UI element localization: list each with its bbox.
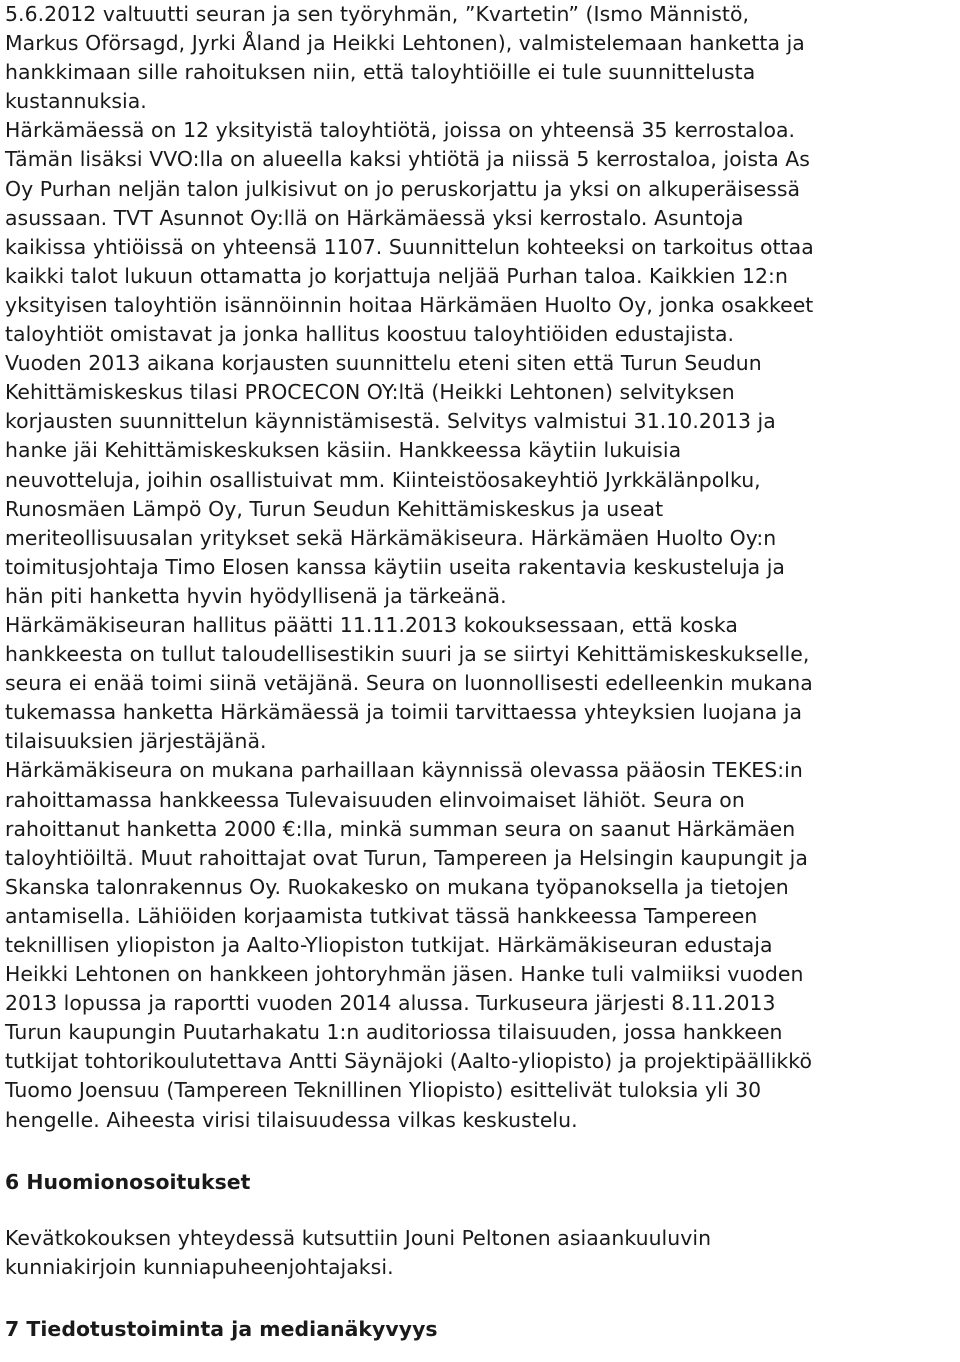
text-line: Vuoden 2013 aikana korjausten suunnittelu eteni siten että Turun Seudun bbox=[5, 351, 762, 376]
text-line: toimitusjohtaja Timo Elosen kanssa käytiin useita rakentavia keskusteluja ja bbox=[5, 554, 785, 579]
paragraph-section6 bbox=[5, 1224, 955, 1282]
spacer bbox=[5, 1197, 955, 1224]
text-line: Runosmäen Lämpö Oy, Turun Seudun Kehittämiskeskus ja useat bbox=[5, 496, 664, 521]
text-line: Turun kaupungin Puutarhakatu 1:n auditoriossa tilaisuuden, jossa hankkeen bbox=[5, 1020, 783, 1045]
text-line: antamisella. Lähiöiden korjaamista tutkivat tässä hankkeessa Tampereen bbox=[5, 903, 758, 928]
section-heading-huomionosoitukset: 6 Huomionosoitukset bbox=[5, 1169, 251, 1194]
document-page bbox=[5, 0, 955, 1344]
text-line: Härkämäkiseuran hallitus päätti 11.11.2013 kokouksessaan, että koska bbox=[5, 612, 738, 637]
text-line: hän piti hanketta hyvin hyödyllisenä ja tärkeänä. bbox=[5, 583, 507, 608]
text-line: Heikki Lehtonen on hankkeen johtoryhmän jäsen. Hanke tuli valmiiksi vuoden bbox=[5, 962, 804, 987]
text-line: 5.6.2012 valtuutti seuran ja sen työryhmän, ”Kvartetin” (Ismo Männistö, bbox=[5, 2, 750, 26]
text-line: meriteollisuusalan yritykset sekä Härkämäkiseura. Härkämäen Huolto Oy:n bbox=[5, 525, 777, 550]
text-line: kaikissa yhtiöissä on yhteensä 1107. Suunnittelun kohteeksi on tarkoitus ottaa bbox=[5, 234, 814, 259]
text-line: kustannuksia. bbox=[5, 89, 147, 114]
text-line: tilaisuuksien järjestäjänä. bbox=[5, 729, 267, 754]
spacer bbox=[5, 1282, 955, 1315]
text-line: teknillisen yliopiston ja Aalto-Yliopiston tutkijat. Härkämäkiseuran edustaja bbox=[5, 933, 773, 957]
text-line: Tuomo Joensuu (Tampereen Teknillinen Yliopisto) esittelivät tuloksia yli 30 bbox=[5, 1078, 762, 1103]
text-line: Tämän lisäksi VVO:lla on alueella kaksi yhtiötä ja niissä 5 kerrostaloa, joista As bbox=[5, 147, 810, 172]
text-line: kaikki talot lukuun ottamatta jo korjattuja neljää Purhan taloa. Kaikkien 12:n bbox=[5, 263, 788, 288]
text-line: 2013 lopussa ja raportti vuoden 2014 alussa. Turkuseura järjesti 8.11.2013 bbox=[5, 991, 776, 1016]
text-line: Kehittämiskeskus tilasi PROCECON OY:ltä (Heikki Lehtonen) selvityksen bbox=[5, 380, 735, 405]
text-line: hengelle. Aiheesta virisi tilaisuudessa vilkas keskustelu. bbox=[5, 1107, 578, 1132]
text-line: taloyhtiöiltä. Muut rahoittajat ovat Turun, Tampereen ja Helsingin kaupungit ja bbox=[5, 845, 808, 870]
text-line: hanke jäi Kehittämiskeskuksen käsiin. Hankkeessa käytiin lukuisia bbox=[5, 438, 682, 463]
text-line: asussaan. TVT Asunnot Oy:llä on Härkämäessä yksi kerrostalo. Asuntoja bbox=[5, 205, 744, 230]
paragraph-2 bbox=[5, 116, 955, 349]
text-line: Kevätkokouksen yhteydessä kutsuttiin Jouni Peltonen asiaankuuluvin bbox=[5, 1225, 712, 1250]
text-line: kunniakirjoin kunniapuheenjohtajaksi. bbox=[5, 1254, 394, 1279]
text-line: Härkämäessä on 12 yksityistä taloyhtiötä, joissa on yhteensä 35 kerrostaloa. bbox=[5, 118, 796, 143]
text-line: taloyhtiöt omistavat ja jonka hallitus koostuu taloyhtiöiden edustajista. bbox=[5, 322, 735, 347]
text-line: rahoittanut hanketta 2000 €:lla, minkä summan seura on saanut Härkämäen bbox=[5, 816, 796, 841]
paragraph-5 bbox=[5, 756, 955, 1134]
text-line: korjausten suunnittelun käynnistämisestä. Selvitys valmistui 31.10.2013 ja bbox=[5, 409, 776, 434]
text-line: hankkeesta on tullut taloudellisestikin suuri ja se siirtyi Kehittämiskeskukselle, bbox=[5, 642, 810, 667]
text-line: Skanska talonrakennus Oy. Ruokakesko on mukana työpanoksella ja tietojen bbox=[5, 874, 789, 899]
text-line: tukemassa hanketta Härkämäessä ja toimii tarvittaessa yhteyksien luojana ja bbox=[5, 700, 803, 725]
section-heading-tiedotustoiminta: 7 Tiedotustoiminta ja medianäkyvyys bbox=[5, 1316, 438, 1341]
paragraph-4 bbox=[5, 611, 955, 756]
text-line: Markus Oförsagd, Jyrki Åland ja Heikki Lehtonen), valmistelemaan hanketta ja bbox=[5, 31, 805, 56]
text-line: rahoittamassa hankkeessa Tulevaisuuden elinvoimaiset lähiöt. Seura on bbox=[5, 787, 745, 812]
text-line: yksityisen taloyhtiön isännöinnin hoitaa Härkämäen Huolto Oy, jonka osakkeet bbox=[5, 292, 814, 317]
paragraph-3 bbox=[5, 349, 955, 611]
spacer bbox=[5, 1135, 955, 1168]
text-line: neuvotteluja, joihin osallistuivat mm. Kiinteistöosakeyhtiö Jyrkkälänpolku, bbox=[5, 467, 761, 492]
text-line: Oy Purhan neljän talon julkisivut on jo peruskorjattu ja yksi on alkuperäisessä bbox=[5, 176, 801, 201]
text-line: tutkijat tohtorikoulutettava Antti Säynäjoki (Aalto-yliopisto) ja projektipäällikkö bbox=[5, 1049, 812, 1074]
text-line: hankkimaan sille rahoituksen niin, että taloyhtiöille ei tule suunnittelusta bbox=[5, 60, 756, 85]
paragraph-1 bbox=[5, 0, 955, 116]
text-line: seura ei enää toimi siinä vetäjänä. Seura on luonnollisesti edelleenkin mukana bbox=[5, 671, 813, 696]
text-line: Härkämäkiseura on mukana parhaillaan käynnissä olevassa pääosin TEKES:in bbox=[5, 758, 803, 783]
